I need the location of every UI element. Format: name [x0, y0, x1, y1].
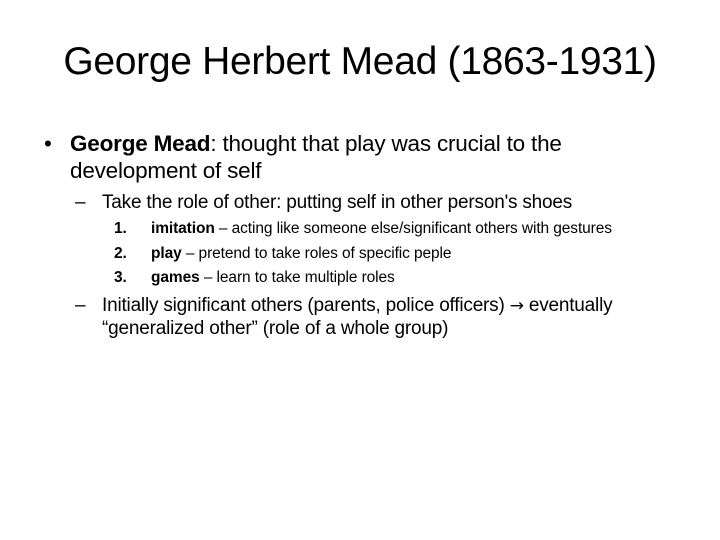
- item-bold-term: games: [151, 269, 200, 287]
- item-text: – learn to take multiple roles: [199, 269, 395, 287]
- slide-title: George Herbert Mead (1863-1931): [63, 40, 657, 83]
- item-number: 3.: [114, 269, 127, 287]
- item-number: 2.: [114, 244, 127, 262]
- numbered-item-play: [40, 244, 690, 263]
- item-text: – pretend to take roles of specific peple: [181, 244, 452, 262]
- item-number: 1.: [114, 220, 127, 238]
- sub-item-role-taking: [40, 191, 690, 215]
- bullet-text: : thought that play was crucial to the development of self: [70, 131, 562, 184]
- slide-content: [40, 130, 690, 341]
- numbered-item-games: [40, 268, 690, 287]
- numbered-list: [40, 219, 690, 287]
- bullet-item: [40, 130, 690, 185]
- dash-marker: –: [75, 294, 86, 316]
- item-bold-term: play: [151, 244, 182, 262]
- item-bold-term: imitation: [151, 220, 215, 238]
- numbered-item-imitation: [40, 219, 690, 238]
- sub-item-generalized-other: [40, 294, 690, 341]
- sub-item-text-after-arrow: eventually “generalized other” (role of a whole group): [102, 294, 613, 340]
- sub-item-text: Take the role of other: putting self in other person's shoes: [102, 191, 573, 213]
- bullet-bold-term: George Mead: [70, 131, 211, 156]
- bullet-marker: •: [44, 131, 52, 156]
- sub-item-text-before-arrow: Initially significant others (parents, police officers): [102, 294, 510, 316]
- right-arrow-icon: →: [509, 295, 524, 316]
- dash-marker: –: [75, 191, 86, 213]
- item-text: – acting like someone else/significant others with gestures: [214, 220, 612, 238]
